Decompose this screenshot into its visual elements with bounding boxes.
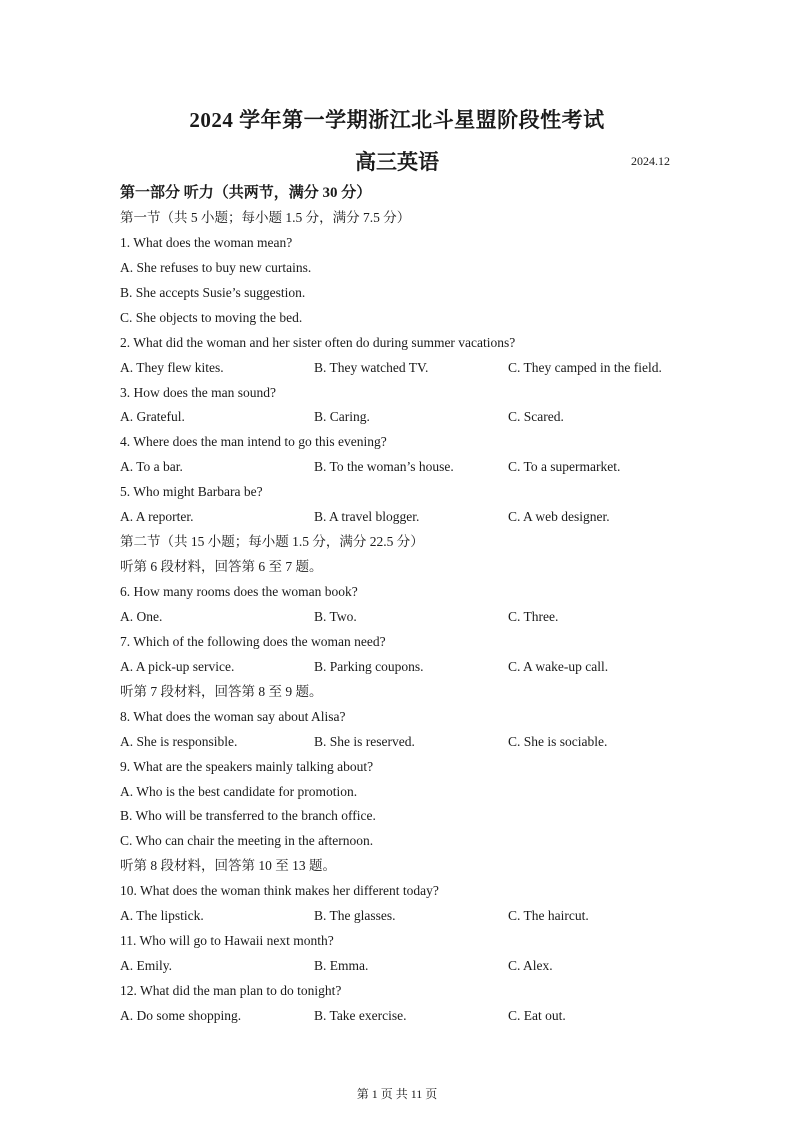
options-row bbox=[120, 505, 720, 530]
option-c: C. Scared. bbox=[508, 409, 564, 425]
option-a: A. She is responsible. bbox=[120, 733, 238, 749]
options-row bbox=[120, 405, 720, 430]
page-number: 第 1 页 共 11 页 bbox=[356, 1087, 438, 1101]
option-c: C. A wake-up call. bbox=[508, 658, 609, 674]
question-stem: 10. What does the woman think makes her different today? bbox=[120, 883, 439, 899]
options-row bbox=[120, 730, 720, 755]
option-a: A. One. bbox=[120, 608, 163, 624]
question-stem: 11. Who will go to Hawaii next month? bbox=[120, 933, 334, 949]
options-row bbox=[120, 1004, 720, 1029]
option-a: A. Grateful. bbox=[120, 409, 185, 425]
exam-content bbox=[120, 181, 720, 1029]
question-stem: 3. How does the man sound? bbox=[120, 384, 276, 400]
section2-heading: 第二节（共 15 小题；每小题 1.5 分，满分 22.5 分） bbox=[120, 534, 424, 550]
option-b: B. Who will be transferred to the branch office. bbox=[120, 808, 376, 824]
question-stem: 4. Where does the man intend to go this evening? bbox=[120, 434, 387, 450]
option-b: B. She is reserved. bbox=[314, 733, 415, 749]
option-a: A. Who is the best candidate for promotion. bbox=[120, 783, 358, 799]
section1-heading: 第一节（共 5 小题；每小题 1.5 分，满分 7.5 分） bbox=[120, 209, 411, 225]
exam-title: 2024 学年第一学期浙江北斗星盟阶段性考试 bbox=[189, 108, 605, 132]
option-c: C. She objects to moving the bed. bbox=[120, 309, 303, 325]
option-b: B. Parking coupons. bbox=[314, 658, 424, 674]
option-b: B. The glasses. bbox=[314, 908, 396, 924]
option-a: A. Do some shopping. bbox=[120, 1007, 242, 1023]
option-c: C. Alex. bbox=[508, 958, 553, 974]
option-b: B. She accepts Susie’s suggestion. bbox=[120, 284, 306, 300]
option-b: B. To the woman’s house. bbox=[314, 459, 454, 475]
exam-date: 2024.12 bbox=[631, 154, 670, 168]
option-a: A. They flew kites. bbox=[120, 359, 224, 375]
option-c: C. She is sociable. bbox=[508, 733, 608, 749]
option-b: B. Caring. bbox=[314, 409, 370, 425]
question-stem: 12. What did the man plan to do tonight? bbox=[120, 983, 342, 998]
option-b: B. Take exercise. bbox=[314, 1007, 407, 1023]
option-c: C. A web designer. bbox=[508, 509, 610, 525]
option-a: A. A pick-up service. bbox=[120, 658, 235, 674]
options-row bbox=[120, 356, 720, 381]
part1-heading: 第一部分 听力（共两节，满分 30 分） bbox=[120, 185, 372, 201]
options-row bbox=[120, 605, 720, 630]
question-stem: 6. How many rooms does the woman book? bbox=[120, 584, 358, 599]
question-stem: 2. What did the woman and her sister often do during summer vacations? bbox=[120, 334, 516, 350]
option-a: A. The lipstick. bbox=[120, 908, 204, 924]
option-c: C. Three. bbox=[508, 608, 559, 624]
option-b: B. A travel blogger. bbox=[314, 509, 420, 525]
options-row bbox=[120, 455, 720, 480]
option-a: A. To a bar. bbox=[120, 459, 183, 475]
material-instruction: 听第 7 段材料，回答第 8 至 9 题。 bbox=[120, 683, 323, 699]
option-b: B. They watched TV. bbox=[314, 359, 429, 375]
material-instruction: 听第 6 段材料，回答第 6 至 7 题。 bbox=[120, 559, 323, 575]
option-a: A. She refuses to buy new curtains. bbox=[120, 259, 312, 275]
option-c: C. The haircut. bbox=[508, 908, 589, 924]
option-a: A. A reporter. bbox=[120, 509, 194, 525]
option-c: C. To a supermarket. bbox=[508, 459, 621, 475]
options-row bbox=[120, 954, 720, 979]
option-c: C. Eat out. bbox=[508, 1007, 566, 1023]
options-row bbox=[120, 904, 720, 929]
question-stem: 5. Who might Barbara be? bbox=[120, 484, 263, 500]
option-b: B. Two. bbox=[314, 608, 357, 624]
material-instruction: 听第 8 段材料，回答第 10 至 13 题。 bbox=[120, 858, 336, 874]
subtitle-row bbox=[0, 146, 794, 174]
option-a: A. Emily. bbox=[120, 958, 172, 974]
question-stem: 1. What does the woman mean? bbox=[120, 234, 293, 250]
option-c: C. Who can chair the meeting in the afternoon. bbox=[120, 833, 374, 849]
question-stem: 9. What are the speakers mainly talking about? bbox=[120, 758, 374, 774]
question-stem: 7. Which of the following does the woman need? bbox=[120, 633, 386, 649]
option-b: B. Emma. bbox=[314, 958, 369, 974]
subject-title: 高三英语 bbox=[355, 150, 439, 174]
option-c: C. They camped in the field. bbox=[508, 359, 662, 375]
options-row bbox=[120, 655, 720, 680]
question-stem: 8. What does the woman say about Alisa? bbox=[120, 708, 346, 724]
